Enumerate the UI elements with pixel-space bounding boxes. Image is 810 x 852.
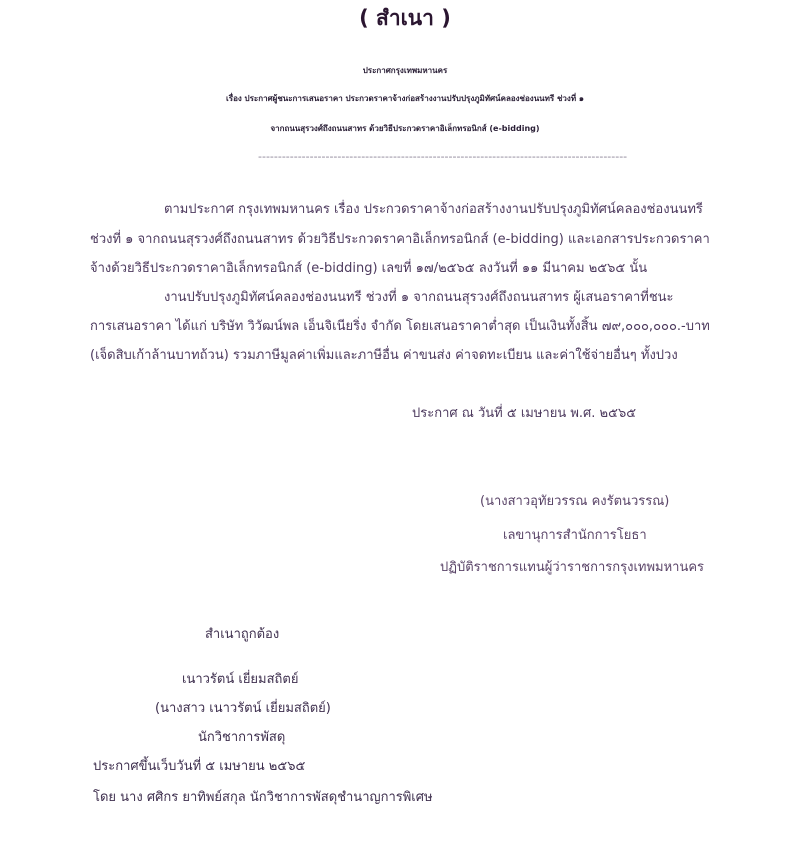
signatory-position-1: เลขานุการสำนักการโยธา <box>503 528 647 543</box>
certifier-position: นักวิชาการพัสดุ <box>198 730 286 745</box>
paragraph-2-line-2: การเสนอราคา ได้แก่ บริษัท วิวัฒน์พล เอ็นจิเนียริ่ง จำกัด โดยเสนอราคาต่ำสุด เป็นเงินทั้งสิ้น ๗๙,๐๐๐,๐๐๐.-บาท <box>90 319 710 334</box>
certifier-full-name: (นางสาว เนาวรัตน์ เยี่ยมสถิตย์) <box>155 701 331 716</box>
posted-by: โดย นาง ศศิกร ยาทิพย์สกุล นักวิชาการพัสดุชำนาญการพิเศษ <box>93 790 433 805</box>
paragraph-2-line-1: งานปรับปรุงภูมิทัศน์คลองช่องนนทรี ช่วงที่ ๑ จากถนนสุรวงศ์ถึงถนนสาทร ผู้เสนอราคาที่ชนะ <box>164 290 674 305</box>
signatory-position-2: ปฏิบัติราชการแทนผู้ว่าราชการกรุงเทพมหานคร <box>440 560 705 575</box>
subject-line-1: เรื่อง ประกาศผู้ชนะการเสนอราคา ประกวดราคาจ้างก่อสร้างงานปรับปรุงภูมิทัศน์คลองช่องนนทรี ช่วงที่ ๑ <box>226 94 584 103</box>
certified-label: สำเนาถูกต้อง <box>205 627 280 642</box>
announce-date: ประกาศ ณ วันที่ ๕ เมษายน พ.ศ. ๒๕๖๕ <box>412 406 637 421</box>
subject-line-2: จากถนนสุรวงศ์ถึงถนนสาทร ด้วยวิธีประกวดราคาอิเล็กทรอนิกส์ (e-bidding) <box>270 124 540 133</box>
certifier-name: เนาวรัตน์ เยี่ยมสถิตย์ <box>182 672 299 687</box>
web-posted-date: ประกาศขึ้นเว็บวันที่ ๕ เมษายน ๒๕๖๕ <box>93 759 306 774</box>
paragraph-1-line-2: ช่วงที่ ๑ จากถนนสุรวงศ์ถึงถนนสาทร ด้วยวิธีประกวดราคาอิเล็กทรอนิกส์ (e-bidding) และเอกสารประกวดราคา <box>90 232 710 247</box>
paragraph-2-line-3: (เจ็ดสิบเก้าล้านบาทถ้วน) รวมภาษีมูลค่าเพิ่มและภาษีอื่น ค่าขนส่ง ค่าจดทะเบียน และค่าใช้จ่ายอื่นๆ ทั้งปวง <box>90 348 678 363</box>
document-title: ( สำเนา ) <box>359 6 451 30</box>
issuer-heading: ประกาศกรุงเทพมหานคร <box>362 66 448 75</box>
separator-line: --------------------------------------------------------------------------------------------- <box>258 150 628 163</box>
paragraph-1-line-1: ตามประกาศ กรุงเทพมหานคร เรื่อง ประกวดราคาจ้างก่อสร้างงานปรับปรุงภูมิทัศน์คลองช่องนนทรี <box>164 202 703 217</box>
paragraph-1-line-3: จ้างด้วยวิธีประกวดราคาอิเล็กทรอนิกส์ (e-bidding) เลขที่ ๑๗/๒๕๖๕ ลงวันที่ ๑๑ มีนาคม ๒๕๖๕ นั้น <box>90 261 648 276</box>
signatory-name: (นางสาวอุทัยวรรณ คงรัตนวรรณ) <box>480 494 670 509</box>
